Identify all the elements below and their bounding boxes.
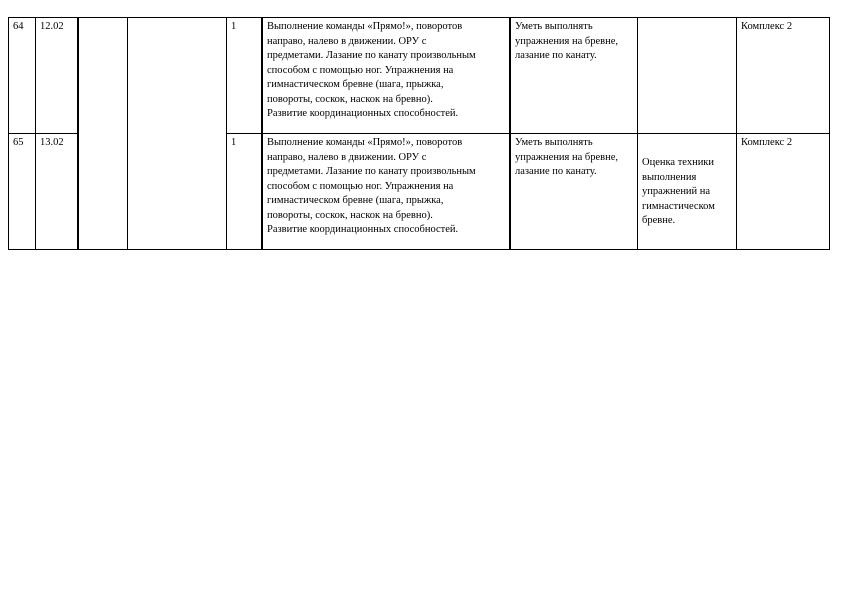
lesson-number-cell: 64 <box>13 21 24 32</box>
requirements-cell: Уметь выполнять упражнения на бревне, лазание по канату. <box>515 137 619 177</box>
lesson-date-cell: 12.02 <box>40 21 64 32</box>
lesson-content-cell: Выполнение команды «Прямо!», поворотов направо, налево в движении. ОРУ с предметами. Лазание по канату произвольным способом с помощью ног. Упражнения на гимнастическом бревне (шага, прыжка, повороты, соскок, наскок на бревно). Развитие координационных способностей. <box>267 21 476 119</box>
table-row <box>8 17 830 133</box>
table-border-bottom <box>8 249 830 250</box>
hours-cell: 1 <box>231 137 237 148</box>
homework-cell: Комплекс 2 <box>741 21 793 32</box>
lesson-date-cell: 13.02 <box>40 137 64 148</box>
control-cell: Оценка техники выполнения упражнений на гимнастическом бревне. <box>642 157 715 226</box>
homework-cell: Комплекс 2 <box>741 137 793 148</box>
requirements-cell: Уметь выполнять упражнения на бревне, лазание по канату. <box>515 21 619 61</box>
lesson-number-cell: 65 <box>13 137 24 148</box>
control-cell <box>638 18 736 22</box>
lesson-content-cell: Выполнение команды «Прямо!», поворотов направо, налево в движении. ОРУ с предметами. Лазание по канату произвольным способом с помощью ног. Упражнения на гимнастическом бревне (шага, прыжка, повороты, соскок, наскок на бревно). Развитие координационных способностей. <box>267 137 476 235</box>
table-row <box>8 134 830 249</box>
hours-cell: 1 <box>231 21 237 32</box>
